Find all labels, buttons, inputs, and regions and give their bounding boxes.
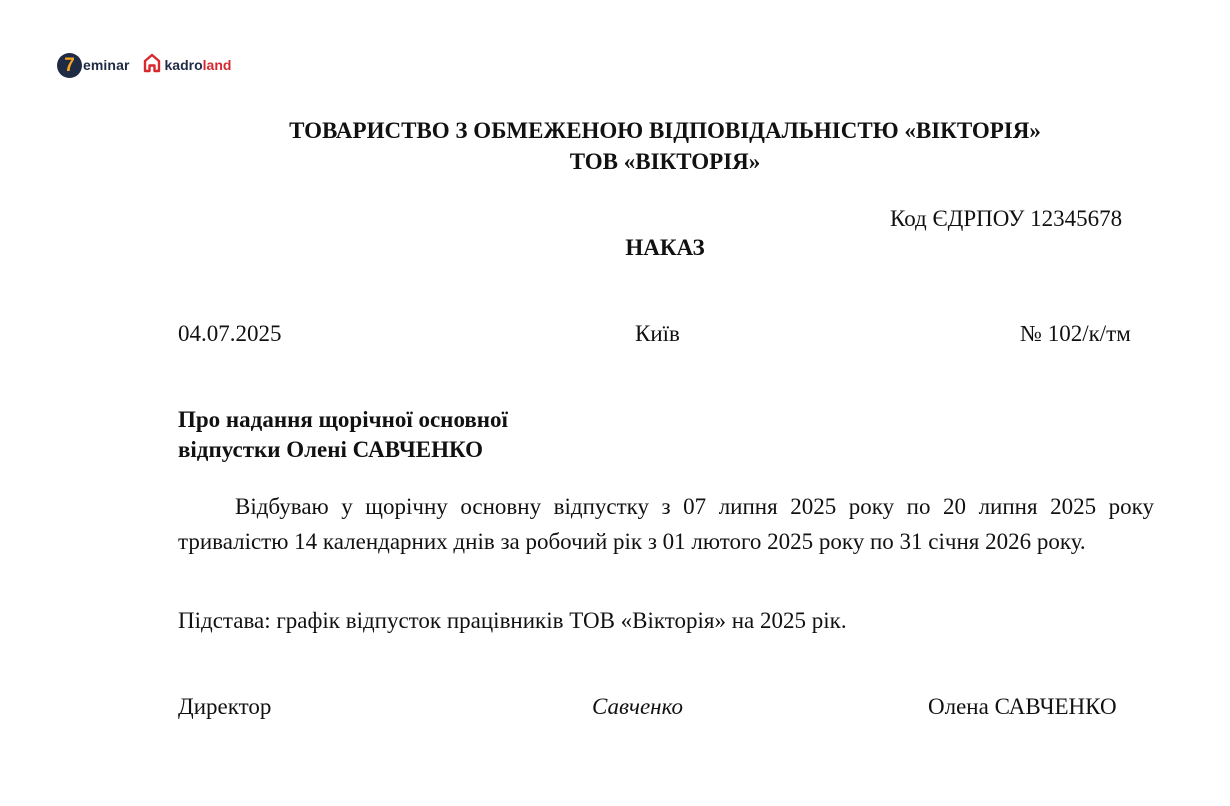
signer-position: Директор bbox=[178, 694, 272, 719]
order-date: 04.07.2025 bbox=[178, 321, 282, 346]
seminar-logo bbox=[57, 53, 130, 78]
order-basis: Підстава: графік відпусток працівників ТОВ «Вікторія» на 2025 рік. bbox=[178, 608, 847, 633]
signature: Савченко bbox=[592, 694, 683, 719]
order-body-text: Відбуваю у щорічну основну відпустку з 07 липня 2025 року по 20 липня 2025 року тривалістю 14 календарних днів за робочий рік з 01 лютого 2025 року по 31 січня 2026 року. bbox=[178, 494, 1154, 554]
kadroland-house-icon bbox=[142, 53, 162, 78]
order-subject-line1: Про надання щорічної основної bbox=[178, 407, 508, 432]
document-type: НАКАЗ bbox=[625, 235, 705, 260]
header-logos bbox=[57, 52, 231, 78]
seminar-logo-text: eminar bbox=[83, 57, 130, 73]
order-city: Київ bbox=[635, 321, 680, 346]
seminar-logo-badge: 7 bbox=[57, 53, 82, 78]
order-subject-line2: відпустки Олені САВЧЕНКО bbox=[178, 437, 484, 462]
order-body bbox=[178, 489, 1154, 559]
edrpou-code: Код ЄДРПОУ 12345678 bbox=[890, 206, 1123, 231]
kadroland-logo-text: kadroland bbox=[164, 57, 232, 73]
kadroland-logo bbox=[142, 53, 232, 78]
signer-name: Олена САВЧЕНКО bbox=[928, 694, 1117, 719]
company-short-name: ТОВ «ВІКТОРІЯ» bbox=[569, 149, 761, 174]
order-number: № 102/к/тм bbox=[1020, 321, 1131, 346]
company-full-name: ТОВАРИСТВО З ОБМЕЖЕНОЮ ВІДПОВІДАЛЬНІСТЮ «ВІКТОРІЯ» bbox=[289, 118, 1041, 143]
